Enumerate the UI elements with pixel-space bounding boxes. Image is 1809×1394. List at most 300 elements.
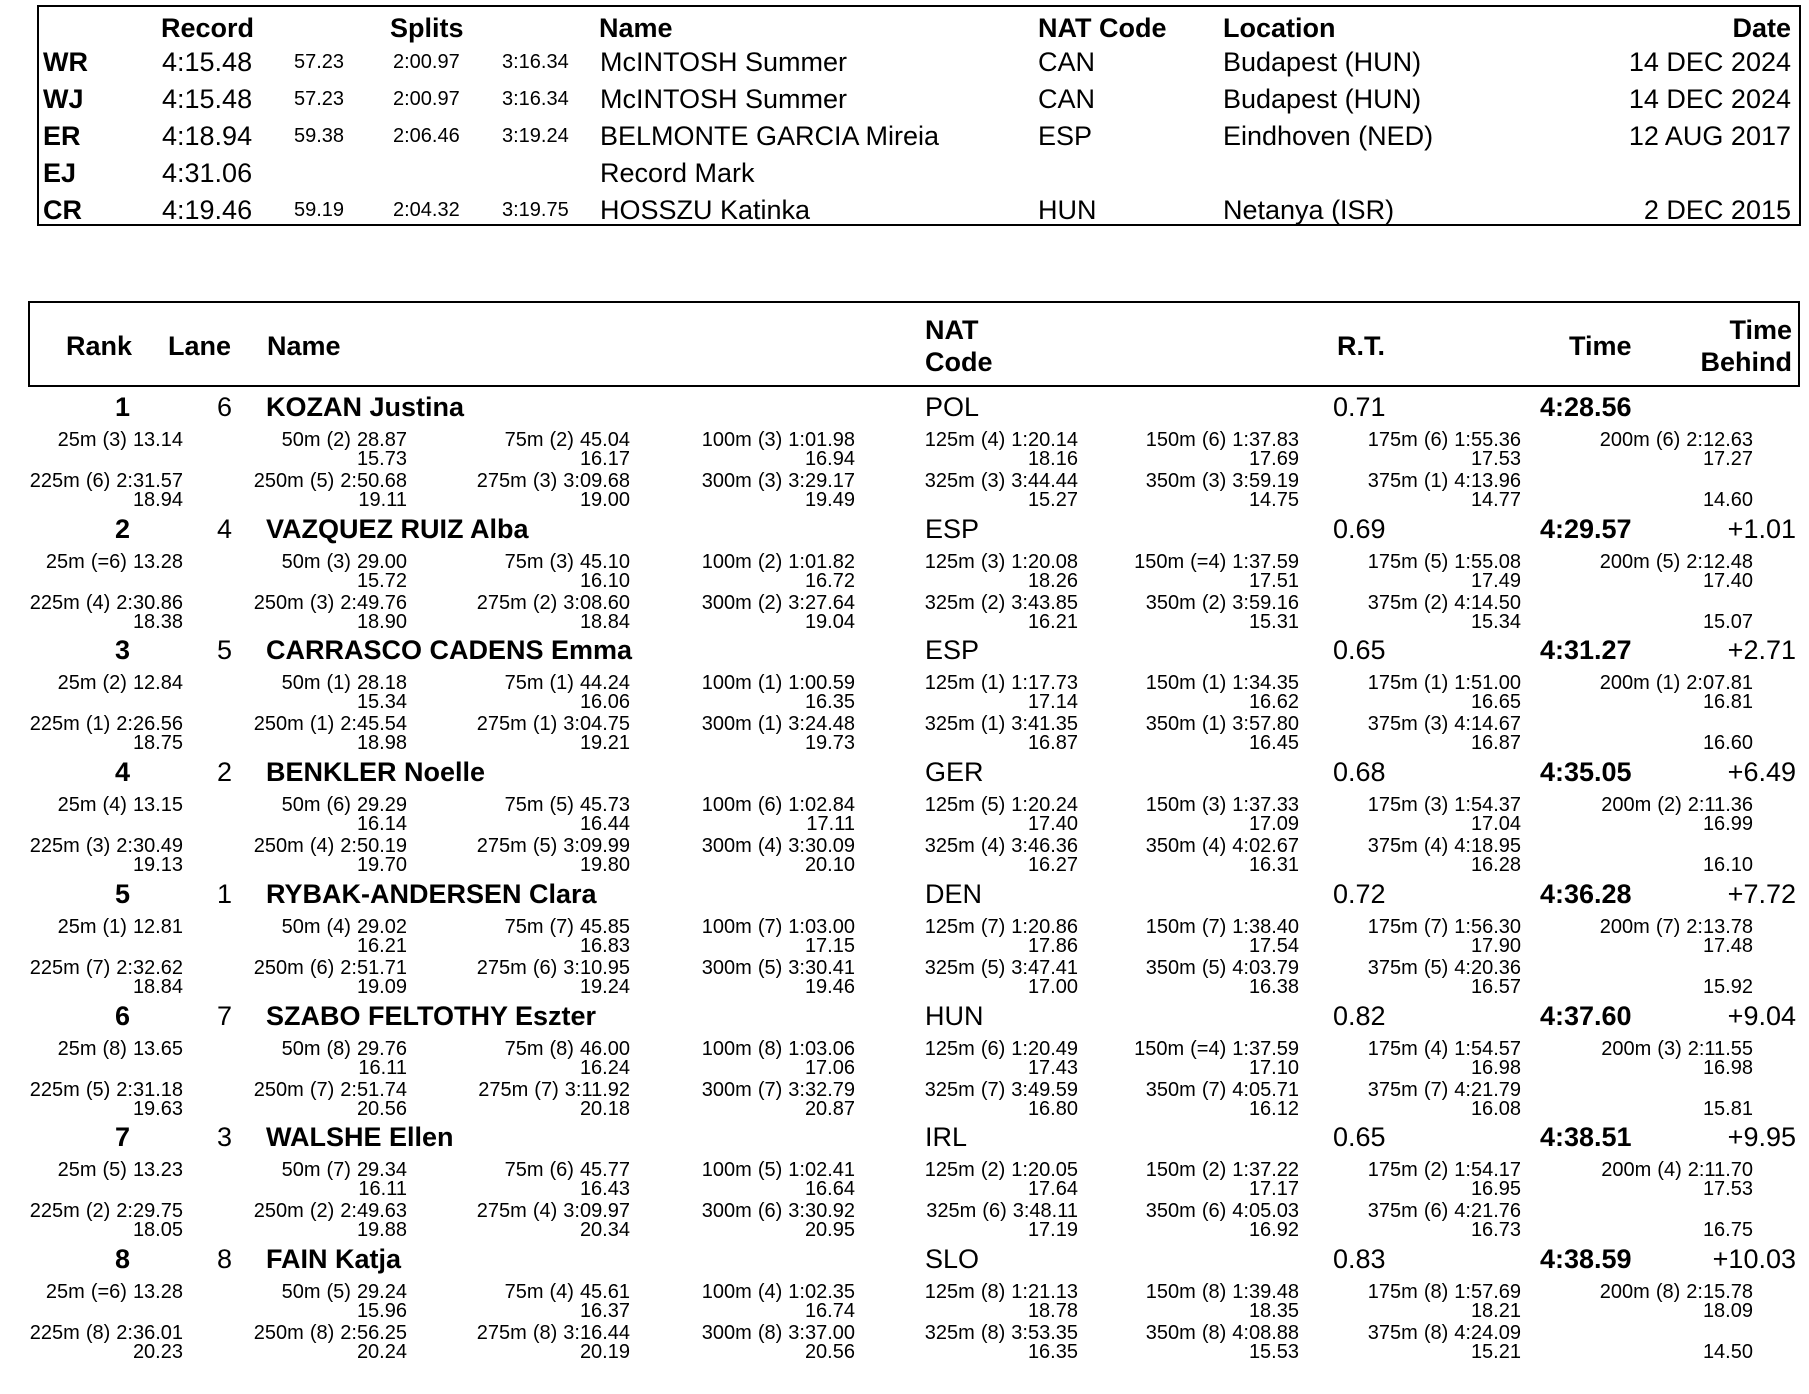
split-pos: (4) [1423, 835, 1449, 857]
result-rank: 2 [114, 514, 130, 544]
split-cumulative [1368, 1282, 1521, 1302]
split-label: 375m [1367, 470, 1418, 492]
split-lap-time: 18.05 [132, 1219, 183, 1241]
header-nat-line2: Code [925, 347, 993, 377]
split-time: 1:02.41 [788, 1159, 855, 1181]
split-label: 275m [476, 592, 527, 614]
split-cumulative [702, 958, 855, 978]
split-pos: (8) [1655, 1281, 1681, 1303]
split-cumulative [1146, 673, 1299, 693]
split-time: 3:47.41 [1011, 957, 1078, 979]
split-pos: (2) [549, 429, 574, 451]
split-lap-time: 18.90 [356, 611, 407, 633]
split-lap-time: 17.19 [1027, 1219, 1078, 1241]
split-cumulative [477, 958, 630, 978]
record-split-3: 3:16.34 [502, 51, 569, 73]
split-cumulative [46, 1282, 183, 1302]
split-cumulative [1600, 430, 1753, 450]
split-label: 125m [924, 794, 975, 816]
split-pos: (4) [980, 429, 1006, 451]
split-cumulative [702, 1201, 855, 1221]
split-cumulative [254, 593, 407, 613]
split-label: 375m [1367, 835, 1418, 857]
split-lap-time: 18.09 [1702, 1300, 1753, 1322]
split-lap-time: 18.16 [1027, 448, 1078, 470]
split-lap-time: 16.11 [358, 1057, 407, 1079]
split-time: 1:37.33 [1232, 794, 1299, 816]
record-split-3: 3:19.75 [502, 199, 569, 221]
split-time: 1:56.30 [1454, 916, 1521, 938]
record-split-2: 2:00.97 [393, 88, 460, 110]
split-time: 3:24.48 [788, 713, 855, 735]
split-cumulative [1368, 917, 1521, 937]
split-lap-time: 18.35 [1248, 1300, 1299, 1322]
split-lap-time: 16.45 [1248, 732, 1299, 754]
split-pos: (4) [757, 1281, 783, 1303]
split-cumulative [1741, 958, 1753, 978]
split-time: 4:20.36 [1454, 957, 1521, 979]
result-name: BENKLER Noelle [266, 757, 486, 787]
split-time: 1:37.83 [1232, 429, 1299, 451]
split-pos: (2) [980, 592, 1006, 614]
split-lap-time: 17.53 [1470, 448, 1521, 470]
header-nat-line1: NAT [925, 315, 979, 345]
split-label: 100m [701, 551, 752, 573]
split-label: 300m [701, 470, 752, 492]
split-pos: (5) [532, 835, 558, 857]
split-label: 125m [924, 1281, 975, 1303]
record-nat: CAN [1038, 47, 1096, 77]
split-cumulative [926, 1201, 1078, 1221]
result-nat: HUN [925, 1001, 984, 1031]
split-pos: (4) [1657, 1159, 1682, 1181]
split-label: 50m [281, 916, 321, 938]
record-date: 2 DEC 2015 [1643, 195, 1791, 225]
split-pos: (6) [1655, 429, 1681, 451]
split-label: 25m [57, 672, 97, 694]
split-time: 1:34.35 [1232, 672, 1299, 694]
split-time: 13.65 [132, 1038, 183, 1060]
split-label: 25m [45, 551, 85, 573]
split-label: 25m [57, 794, 97, 816]
split-pos: (6) [309, 957, 335, 979]
split-label: 25m [57, 916, 97, 938]
split-time: 3:37.00 [788, 1322, 855, 1344]
split-cumulative [58, 1039, 183, 1059]
split-pos: (8) [1423, 1281, 1449, 1303]
split-time: 45.73 [579, 794, 630, 816]
split-time: 29.34 [356, 1159, 407, 1181]
record-split-1: 57.23 [294, 51, 345, 73]
split-time: 3:59.19 [1232, 470, 1299, 492]
result-time-behind: +1.01 [1727, 514, 1796, 544]
split-cumulative [1741, 1323, 1753, 1343]
split-label: 175m [1367, 794, 1418, 816]
split-lap-time: 17.27 [1702, 448, 1753, 470]
split-lap-time: 16.44 [579, 813, 630, 835]
split-pos: (8) [309, 1322, 335, 1344]
split-label: 150m [1145, 429, 1196, 451]
split-pos: (5) [757, 957, 783, 979]
split-pos: (5) [85, 1079, 111, 1101]
split-pos: (1) [1423, 672, 1449, 694]
result-lane: 3 [216, 1122, 232, 1152]
split-label: 375m [1367, 1079, 1418, 1101]
split-label: 350m [1145, 592, 1196, 614]
split-lap-time: 16.06 [579, 691, 630, 713]
split-cumulative [30, 958, 183, 978]
result-row [0, 1244, 1809, 1365]
split-cumulative [702, 1160, 855, 1180]
split-pos: (6) [1201, 429, 1227, 451]
split-time: 1:02.35 [788, 1281, 855, 1303]
result-row [0, 392, 1809, 513]
split-cumulative [702, 1080, 855, 1100]
split-time: 45.77 [579, 1159, 630, 1181]
split-time: 2:26.56 [116, 713, 183, 735]
split-pos: (3) [980, 551, 1006, 573]
split-lap-time: 18.78 [1027, 1300, 1078, 1322]
split-time: 2:11.70 [1687, 1159, 1753, 1181]
split-cumulative [1368, 958, 1521, 978]
split-label: 200m [1601, 1038, 1652, 1060]
split-cumulative [254, 836, 407, 856]
split-pos: (8) [1423, 1322, 1449, 1344]
split-lap-time: 16.21 [1027, 611, 1078, 633]
split-label: 200m [1601, 1159, 1652, 1181]
split-lap-time: 16.35 [1027, 1341, 1078, 1363]
split-cumulative [1146, 1080, 1299, 1100]
result-reaction-time: 0.68 [1333, 757, 1386, 787]
split-time: 3:27.64 [788, 592, 855, 614]
result-time: 4:28.56 [1540, 392, 1632, 422]
split-label: 325m [924, 713, 975, 735]
result-time: 4:29.57 [1540, 514, 1632, 544]
split-cumulative [1741, 471, 1753, 491]
split-lap-time: 16.98 [1702, 1057, 1753, 1079]
split-pos: (6) [549, 1159, 574, 1181]
split-time: 12.81 [132, 916, 183, 938]
split-pos: (3) [85, 835, 111, 857]
result-lane: 1 [216, 879, 232, 909]
result-nat: SLO [925, 1244, 980, 1274]
record-date: 14 DEC 2024 [1628, 84, 1791, 114]
split-lap-time: 20.34 [579, 1219, 630, 1241]
split-label: 275m [478, 1079, 529, 1101]
result-name: RYBAK-ANDERSEN Clara [266, 879, 597, 909]
split-cumulative [925, 1323, 1078, 1343]
split-lap-time: 18.26 [1027, 570, 1078, 592]
split-time: 4:05.03 [1232, 1200, 1299, 1222]
split-label: 50m [281, 672, 321, 694]
split-time: 1:03.00 [788, 916, 855, 938]
result-time-behind: +2.71 [1727, 635, 1796, 665]
split-cumulative [925, 795, 1078, 815]
split-pos: (5) [309, 470, 335, 492]
split-pos: (4) [980, 835, 1006, 857]
split-cumulative [282, 917, 407, 937]
result-rank: 7 [114, 1122, 130, 1152]
header-rank: Rank [66, 331, 133, 361]
split-time: 2:45.54 [340, 713, 407, 735]
split-cumulative [282, 1160, 407, 1180]
split-lap-time: 17.53 [1702, 1178, 1753, 1200]
split-cumulative [30, 836, 183, 856]
split-label: 225m [29, 957, 80, 979]
result-row [0, 635, 1809, 756]
split-label: 225m [29, 470, 80, 492]
split-pos: (6) [1423, 1200, 1449, 1222]
split-label: 75m [504, 672, 544, 694]
record-split-1: 59.38 [294, 125, 345, 147]
split-lap-time: 15.07 [1702, 611, 1753, 633]
split-time: 1:39.48 [1232, 1281, 1299, 1303]
split-time: 2:49.63 [340, 1200, 407, 1222]
result-nat: ESP [925, 635, 980, 665]
split-cumulative [505, 673, 630, 693]
split-lap-time: 19.49 [804, 489, 855, 511]
split-cumulative [30, 471, 183, 491]
split-label: 100m [701, 429, 752, 451]
split-pos: (3) [757, 470, 783, 492]
split-label: 225m [29, 1079, 80, 1101]
split-label: 325m [924, 1322, 975, 1344]
split-label: 25m [57, 1159, 97, 1181]
split-label: 125m [924, 1159, 975, 1181]
split-cumulative [282, 430, 407, 450]
split-label: 150m [1145, 916, 1196, 938]
split-label: 50m [281, 1038, 321, 1060]
split-cumulative [702, 917, 855, 937]
split-label: 100m [701, 672, 752, 694]
split-cumulative [477, 593, 630, 613]
split-label: 350m [1145, 1322, 1196, 1344]
split-time: 29.29 [356, 794, 407, 816]
split-label: 125m [924, 916, 975, 938]
split-time: 2:29.75 [116, 1200, 183, 1222]
split-label: 375m [1367, 713, 1418, 735]
split-label: 50m [281, 551, 321, 573]
split-lap-time: 15.81 [1702, 1098, 1753, 1120]
split-label: 100m [701, 1038, 752, 1060]
split-lap-time: 15.96 [356, 1300, 407, 1322]
result-reaction-time: 0.65 [1333, 1122, 1386, 1152]
split-label: 125m [924, 1038, 975, 1060]
split-pos: (=4) [1190, 1038, 1227, 1060]
split-lap-time: 20.23 [132, 1341, 183, 1363]
split-cumulative [702, 1323, 855, 1343]
split-cumulative [1146, 917, 1299, 937]
split-lap-time: 19.88 [356, 1219, 407, 1241]
result-reaction-time: 0.72 [1333, 879, 1386, 909]
split-cumulative [1741, 1080, 1753, 1100]
split-pos: (1) [549, 672, 574, 694]
split-cumulative [702, 836, 855, 856]
split-lap-time: 16.73 [1470, 1219, 1521, 1241]
split-label: 150m [1145, 794, 1196, 816]
split-time: 2:31.18 [116, 1079, 183, 1101]
split-cumulative [1368, 714, 1521, 734]
split-time: 1:00.59 [788, 672, 855, 694]
split-label: 75m [504, 551, 544, 573]
split-cumulative [1600, 552, 1753, 572]
split-label: 200m [1599, 429, 1650, 451]
split-cumulative [282, 1282, 407, 1302]
split-lap-time: 16.94 [804, 448, 855, 470]
split-time: 3:59.16 [1232, 592, 1299, 614]
split-cumulative [1146, 795, 1299, 815]
split-lap-time: 16.57 [1470, 976, 1521, 998]
split-lap-time: 15.72 [356, 570, 407, 592]
split-pos: (4) [309, 835, 335, 857]
split-time: 1:03.06 [788, 1038, 855, 1060]
split-time: 1:21.13 [1011, 1281, 1078, 1303]
split-label: 300m [701, 957, 752, 979]
split-cumulative [1368, 552, 1521, 572]
split-cumulative [1146, 430, 1299, 450]
split-cumulative [925, 958, 1078, 978]
split-label: 325m [924, 1079, 975, 1101]
result-nat: POL [925, 392, 980, 422]
split-lap-time: 16.62 [1248, 691, 1299, 713]
split-time: 13.28 [132, 551, 183, 573]
split-lap-time: 17.48 [1702, 935, 1753, 957]
result-row [0, 1122, 1809, 1243]
result-nat: DEN [925, 879, 983, 909]
split-label: 275m [476, 835, 527, 857]
split-label: 25m [57, 429, 97, 451]
record-nat: CAN [1038, 84, 1096, 114]
split-time: 2:30.49 [116, 835, 183, 857]
split-pos: (7) [757, 916, 783, 938]
split-label: 250m [253, 957, 304, 979]
split-time: 1:38.40 [1232, 916, 1299, 938]
record-location: Budapest (HUN) [1223, 84, 1422, 114]
split-pos: (6) [757, 794, 783, 816]
split-cumulative [925, 917, 1078, 937]
record-split-2: 2:00.97 [393, 51, 460, 73]
split-cumulative [505, 552, 630, 572]
result-time: 4:38.51 [1540, 1122, 1632, 1152]
split-time: 2:11.36 [1687, 794, 1753, 816]
result-time: 4:31.27 [1540, 635, 1632, 665]
split-cumulative [1146, 1323, 1299, 1343]
result-name: SZABO FELTOTHY Eszter [266, 1001, 597, 1031]
split-pos: (3) [1201, 794, 1227, 816]
split-lap-time: 16.31 [1248, 854, 1299, 876]
split-label: 225m [29, 592, 80, 614]
split-lap-time: 16.21 [356, 935, 407, 957]
split-time: 3:48.11 [1012, 1200, 1078, 1222]
split-pos: (5) [1423, 551, 1449, 573]
split-pos: (3) [1423, 713, 1449, 735]
split-lap-time: 19.80 [579, 854, 630, 876]
split-cumulative [925, 714, 1078, 734]
split-pos: (1) [980, 672, 1006, 694]
split-cumulative [1601, 1039, 1753, 1059]
split-label: 125m [924, 672, 975, 694]
split-label: 275m [476, 713, 527, 735]
record-time: 4:19.46 [162, 195, 253, 225]
split-time: 4:14.50 [1454, 592, 1521, 614]
result-time: 4:35.05 [1540, 757, 1632, 787]
split-lap-time: 17.40 [1027, 813, 1078, 835]
split-lap-time: 17.43 [1027, 1057, 1078, 1079]
split-time: 1:37.22 [1232, 1159, 1299, 1181]
split-label: 350m [1145, 713, 1196, 735]
split-cumulative [1600, 673, 1753, 693]
split-pos: (6) [1201, 1200, 1227, 1222]
split-pos: (6) [982, 1200, 1007, 1222]
split-pos: (7) [85, 957, 111, 979]
split-lap-time: 16.72 [804, 570, 855, 592]
split-pos: (7) [980, 916, 1006, 938]
split-pos: (3) [1423, 794, 1449, 816]
split-cumulative [702, 795, 855, 815]
split-lap-time: 17.54 [1248, 935, 1299, 957]
split-lap-time: 16.92 [1248, 1219, 1299, 1241]
split-label: 150m [1134, 551, 1185, 573]
split-lap-time: 17.15 [804, 935, 855, 957]
split-cumulative [702, 471, 855, 491]
split-lap-time: 16.28 [1470, 854, 1521, 876]
split-cumulative [1146, 1282, 1299, 1302]
split-time: 1:54.37 [1454, 794, 1521, 816]
record-holder-name: McINTOSH Summer [600, 47, 848, 77]
record-location: Netanya (ISR) [1223, 195, 1395, 225]
header-behind-line2: Behind [1700, 347, 1792, 377]
split-cumulative [254, 471, 407, 491]
split-time: 2:51.74 [340, 1079, 407, 1101]
split-time: 2:07.81 [1686, 672, 1753, 694]
split-lap-time: 16.08 [1470, 1098, 1521, 1120]
split-lap-time: 20.10 [804, 854, 855, 876]
split-cumulative [30, 1201, 183, 1221]
split-time: 1:17.73 [1011, 672, 1078, 694]
split-cumulative [1146, 593, 1299, 613]
split-lap-time: 17.09 [1248, 813, 1299, 835]
split-pos: (1) [85, 713, 111, 735]
split-time: 2:49.76 [340, 592, 407, 614]
result-name: CARRASCO CADENS Emma [266, 635, 633, 665]
split-label: 250m [253, 835, 304, 857]
split-pos: (=6) [90, 1281, 127, 1303]
split-pos: (2) [85, 1200, 111, 1222]
split-pos: (3) [980, 470, 1006, 492]
split-pos: (8) [102, 1038, 127, 1060]
result-lane: 5 [216, 635, 232, 665]
split-cumulative [505, 1039, 630, 1059]
header-lane: Lane [168, 331, 232, 361]
split-lap-time: 15.73 [356, 448, 407, 470]
split-time: 4:21.79 [1454, 1079, 1521, 1101]
split-label: 75m [504, 1281, 544, 1303]
split-lap-time: 16.81 [1702, 691, 1753, 713]
split-cumulative [254, 714, 407, 734]
split-label: 125m [924, 551, 975, 573]
split-pos: (2) [757, 592, 783, 614]
split-pos: (2) [326, 429, 351, 451]
split-time: 13.15 [132, 794, 183, 816]
split-time: 1:37.59 [1232, 551, 1299, 573]
split-pos: (5) [980, 794, 1006, 816]
split-pos: (2) [980, 1159, 1006, 1181]
record-split-1: 59.19 [294, 199, 345, 221]
split-cumulative [254, 1201, 407, 1221]
split-pos: (8) [326, 1038, 351, 1060]
split-lap-time: 16.74 [804, 1300, 855, 1322]
split-time: 1:01.98 [788, 429, 855, 451]
